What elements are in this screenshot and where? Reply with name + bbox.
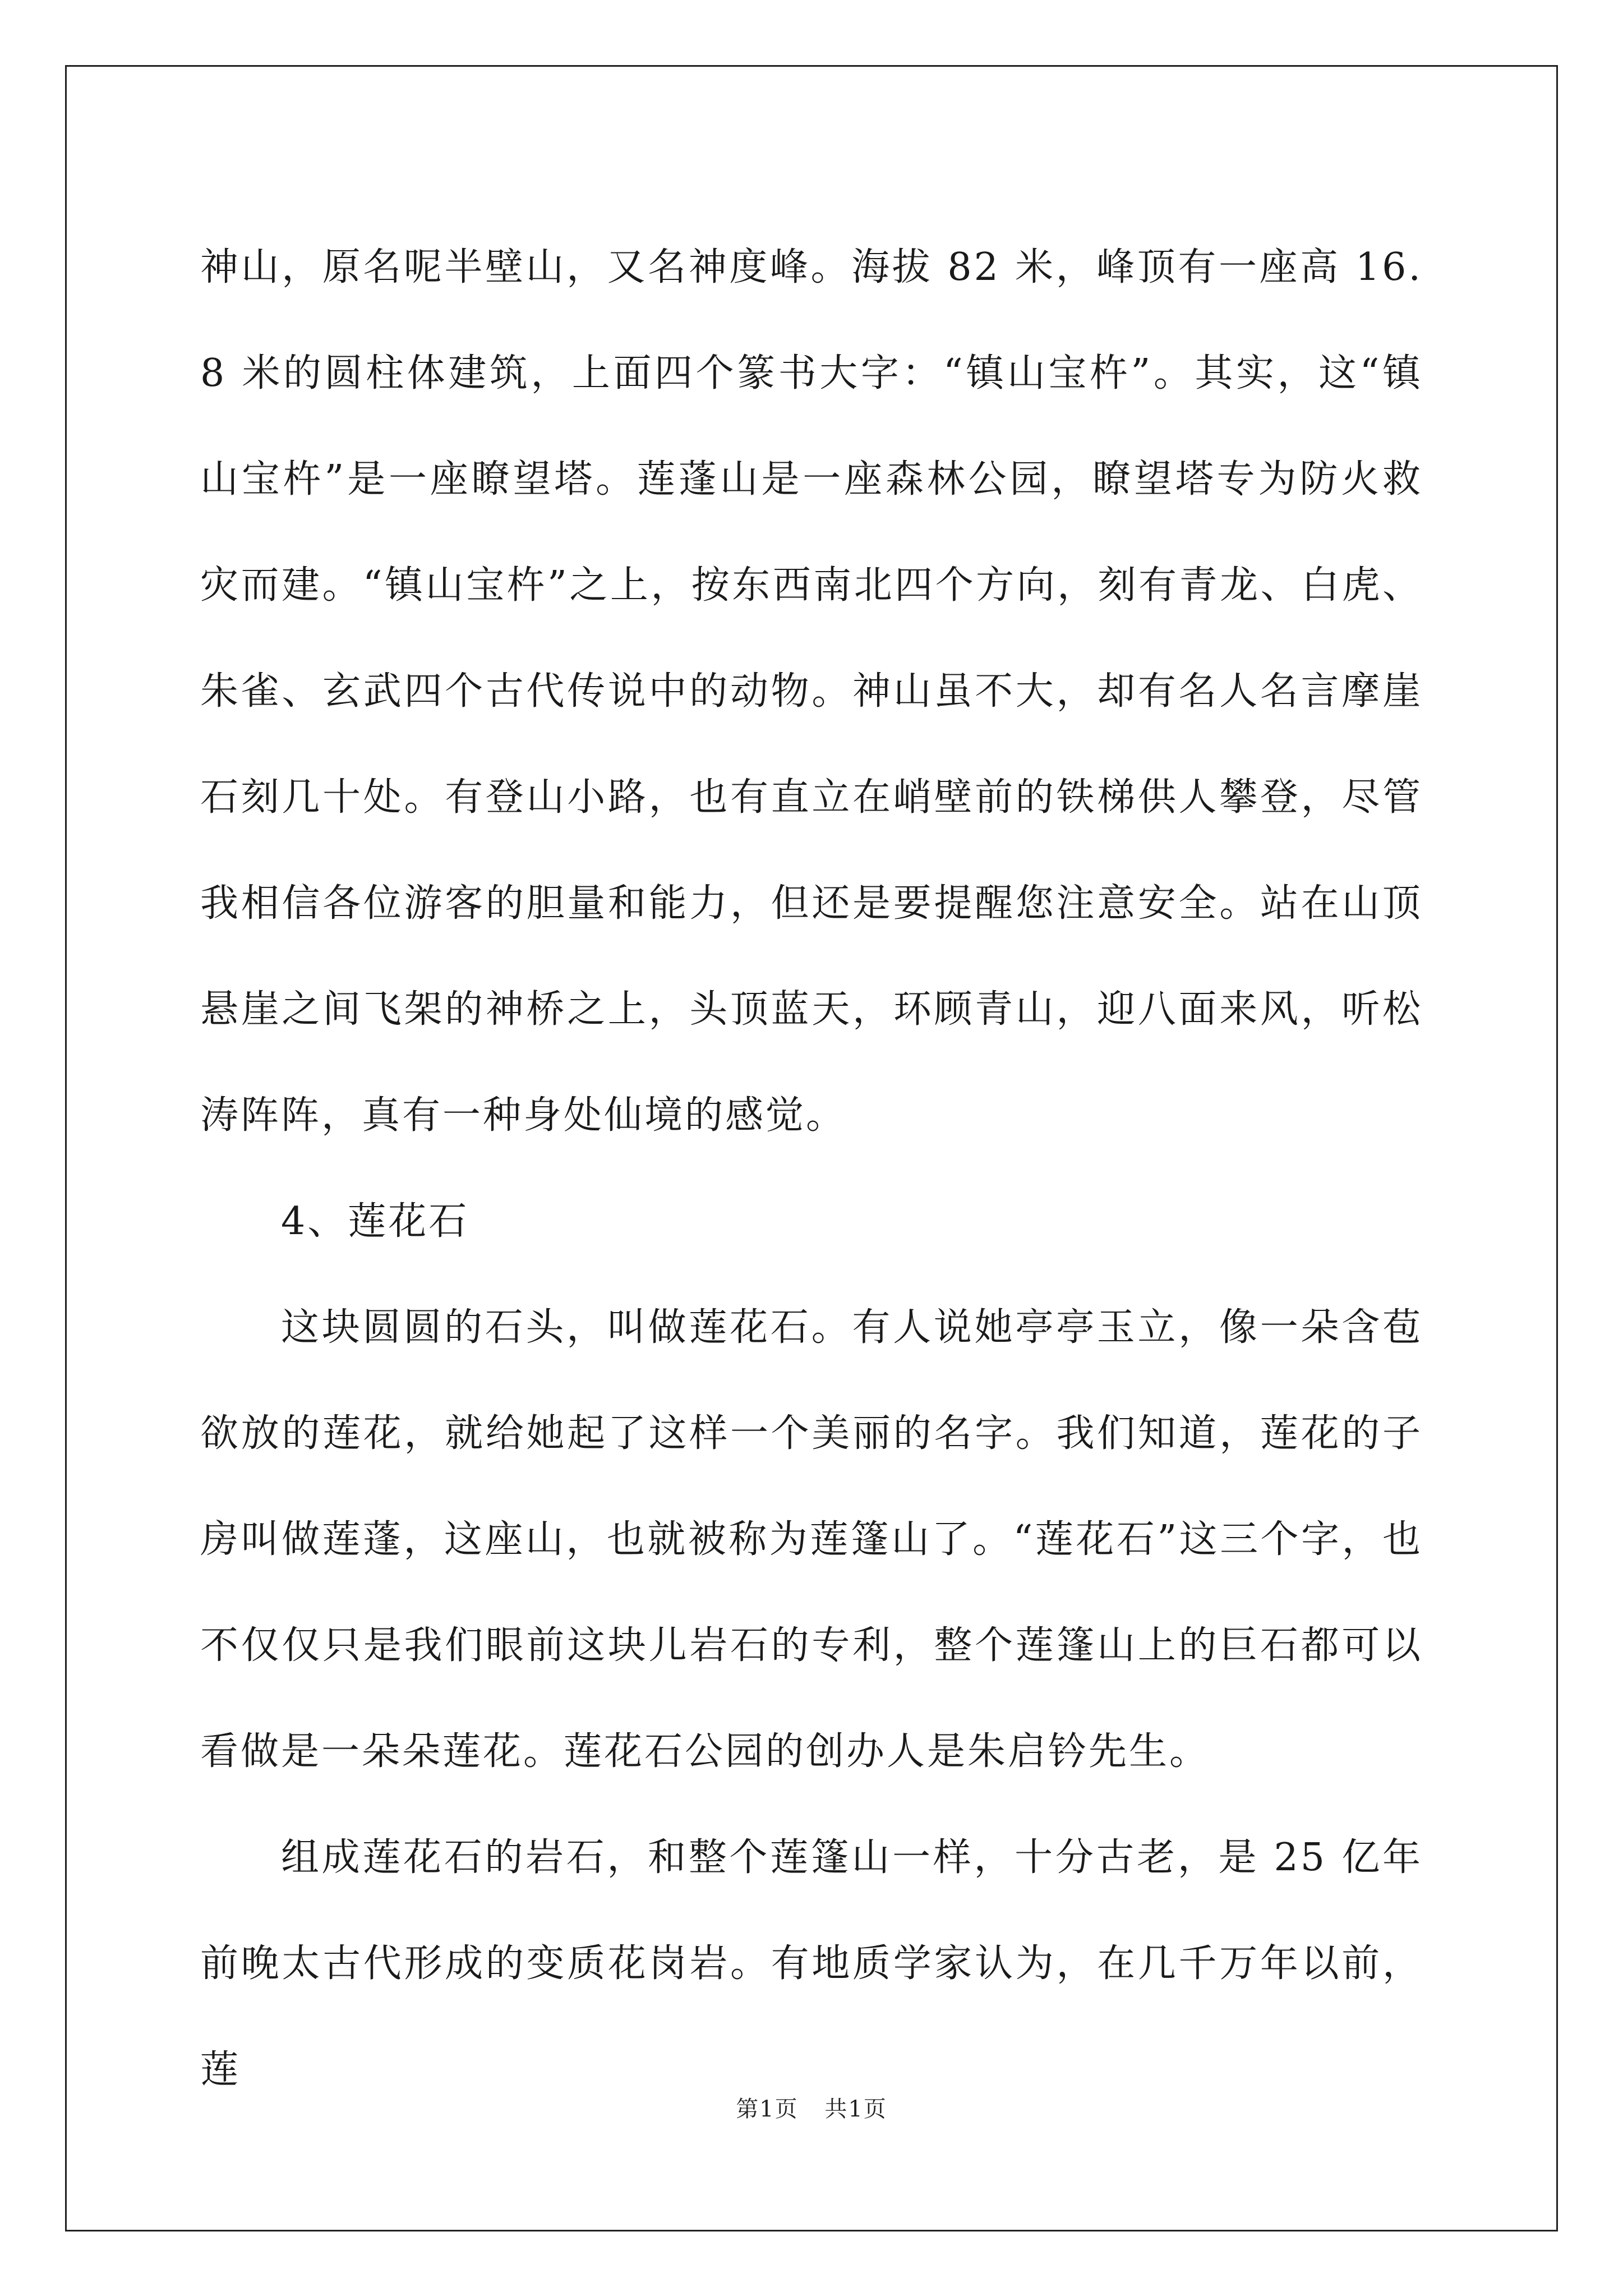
page-number: 第1页 — [736, 2096, 799, 2122]
page-footer — [0, 2091, 1623, 2123]
paragraph-lianhuashi-intro: 这块圆圆的石头，叫做莲花石。有人说她亭亭玉立，像一朵含苞欲放的莲花，就给她起了这样一个美丽的名字。我们知道，莲花的子房叫做莲蓬，这座山，也就被称为莲篷山了。“莲花石”这三个字，也不仅仅只是我们眼前这块儿岩石的专利，整个莲篷山上的巨石都可以看做是一朵朵莲花。莲花石公园的创办人是朱启钤先生。 — [200, 1305, 1423, 1774]
paragraph-lianhuashi-geology: 组成莲花石的岩石，和整个莲篷山一样，十分古老，是 25 亿年前晚太古代形成的变质花岗岩。有地质学家认为，在几千万年以前，莲 — [200, 1835, 1423, 2092]
section-heading-lianhuashi: 4、莲花石 — [281, 1199, 469, 1244]
page-total: 共1页 — [824, 2096, 887, 2122]
document-body — [200, 214, 1423, 2123]
paragraph-shenshan: 神山，原名呢半壁山，又名神度峰。海拔 82 米，峰顶有一座高 16.8 米的圆柱体建筑，上面四个篆书大字：“镇山宝杵”。其实，这“镇山宝杵”是一座瞭望塔。莲蓬山是一座森林公园，瞭望塔专为防火救灾而建。“镇山宝杵”之上，按东西南北四个方向，刻有青龙、白虎、朱雀、玄武四个古代传说中的动物。神山虽不大，却有名人名言摩崖石刻几十处。有登山小路，也有直立在峭壁前的铁梯供人攀登，尽管我相信各位游客的胆量和能力，但还是要提醒您注意安全。站在山顶悬崖之间飞架的神桥之上，头顶蓝天，环顾青山，迎八面来风，听松涛阵阵，真有一种身处仙境的感觉。 — [200, 245, 1423, 1138]
